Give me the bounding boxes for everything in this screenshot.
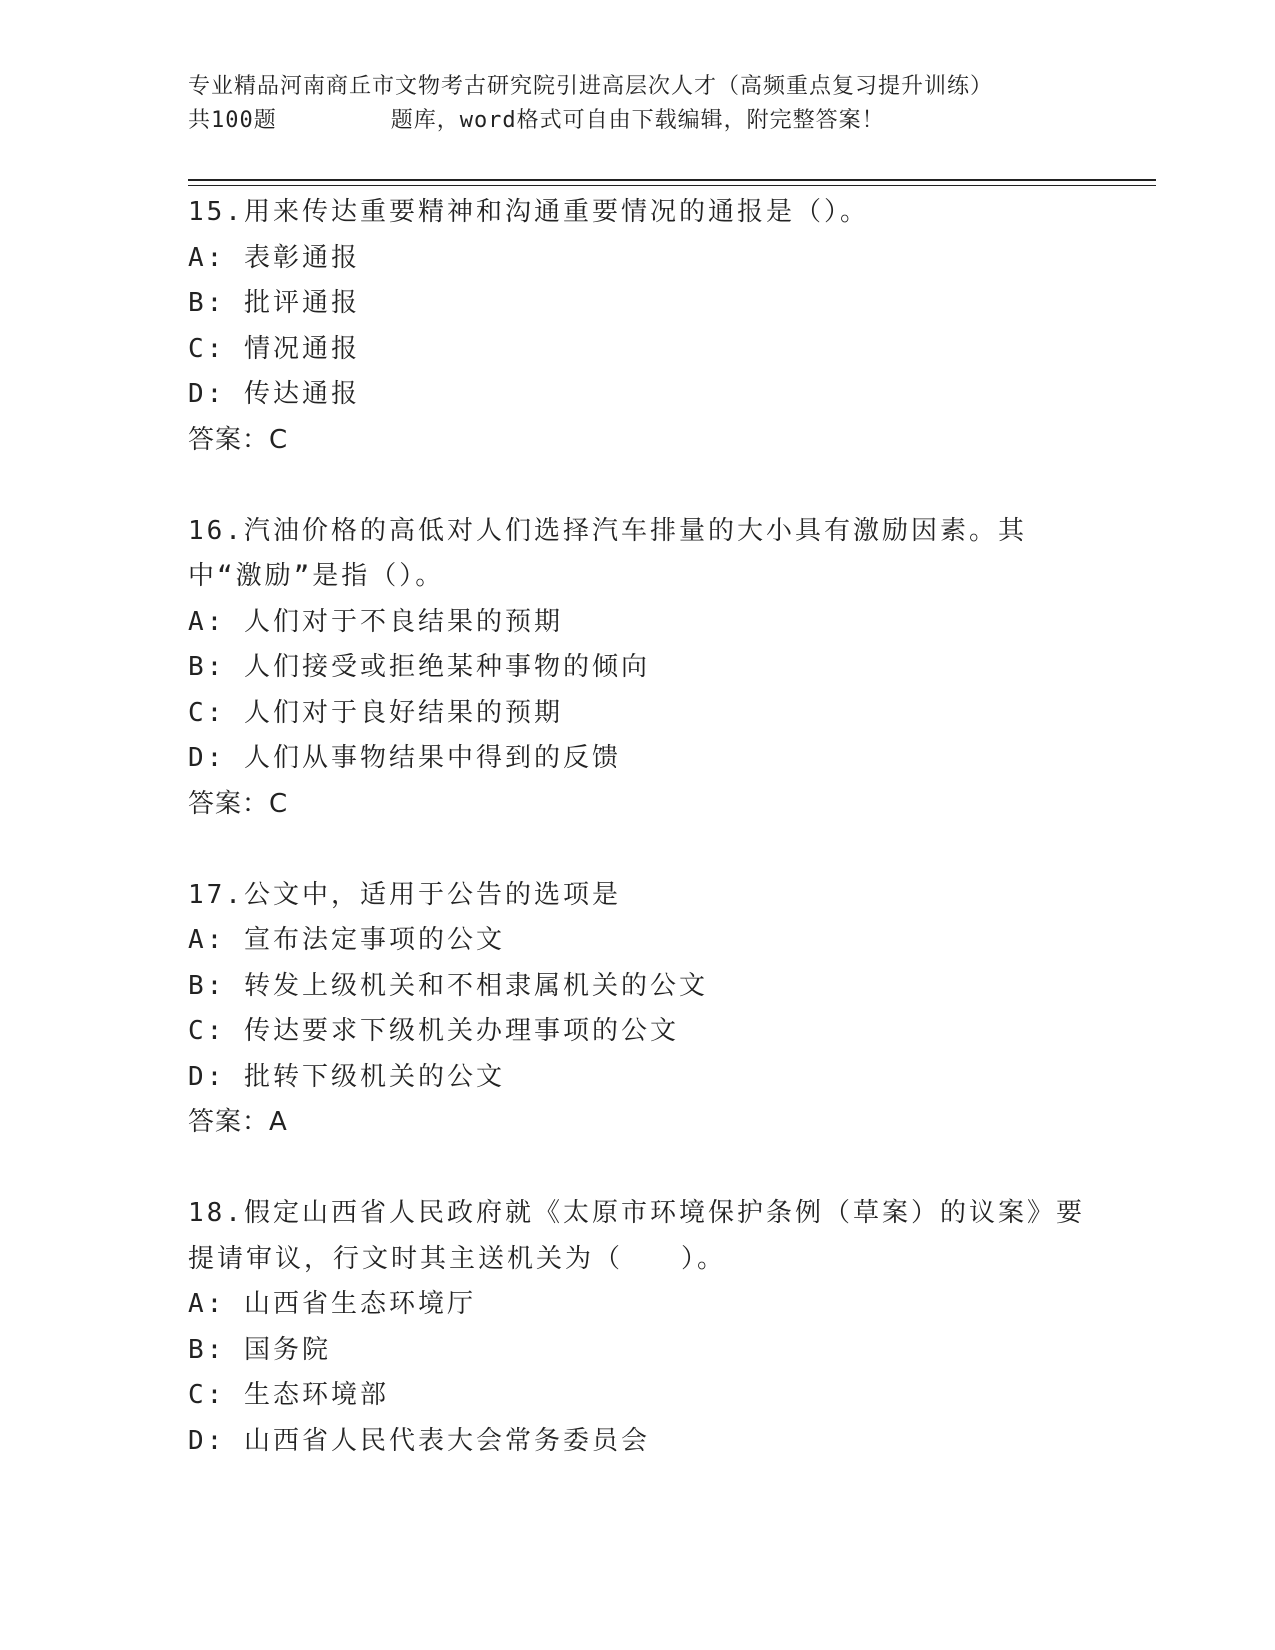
option-b: B: 转发上级机关和不相隶属机关的公文 xyxy=(188,970,708,1001)
option-a: A: 人们对于不良结果的预期 xyxy=(188,606,563,637)
question-17 xyxy=(188,873,1088,1146)
answer: 答案：C xyxy=(188,424,289,455)
question-stem: 17.公文中，适用于公告的选项是 xyxy=(188,879,621,910)
option-c: C: 生态环境部 xyxy=(188,1380,389,1410)
answer: 答案：C xyxy=(188,788,289,819)
question-15 xyxy=(188,190,1088,463)
question-stem: 18.假定山西省人民政府就《太原市环境保护条例（草案）的议案》要提请审议，行文时其主送机关为（ ）。 xyxy=(188,1198,1085,1274)
question-18 xyxy=(188,1191,1088,1464)
header-divider-thin xyxy=(188,185,1156,186)
option-a: A: 表彰通报 xyxy=(188,242,360,273)
document-header xyxy=(188,70,1148,138)
option-b: B: 国务院 xyxy=(188,1334,331,1365)
option-a: A: 宣布法定事项的公文 xyxy=(188,925,505,955)
option-d: D: 批转下级机关的公文 xyxy=(188,1061,505,1092)
option-d: D: 人们从事物结果中得到的反馈 xyxy=(188,743,621,773)
answer: 答案：A xyxy=(188,1107,288,1137)
header-subtitle-line: 共100题 题库，word格式可自由下载编辑，附完整答案！ xyxy=(188,108,885,133)
question-stem: 15.用来传达重要精神和沟通重要情况的通报是（）。 xyxy=(188,197,869,227)
question-list xyxy=(188,190,1088,1510)
option-a: A: 山西省生态环境厅 xyxy=(188,1289,476,1319)
option-c: C: 人们对于良好结果的预期 xyxy=(188,697,563,728)
question-stem: 16.汽油价格的高低对人们选择汽车排量的大小具有激励因素。其中“激励”是指（）。 xyxy=(188,515,1027,591)
option-d: D: 传达通报 xyxy=(188,379,360,409)
option-b: B: 批评通报 xyxy=(188,288,360,318)
option-c: C: 传达要求下级机关办理事项的公文 xyxy=(188,1016,679,1046)
option-d: D: 山西省人民代表大会常务委员会 xyxy=(188,1425,650,1456)
option-c: C: 情况通报 xyxy=(188,333,360,364)
header-title-line: 专业精品河南商丘市文物考古研究院引进高层次人才（高频重点复习提升训练） xyxy=(188,74,994,99)
header-divider-thick xyxy=(188,179,1156,181)
question-16 xyxy=(188,509,1088,828)
option-b: B: 人们接受或拒绝某种事物的倾向 xyxy=(188,652,650,682)
